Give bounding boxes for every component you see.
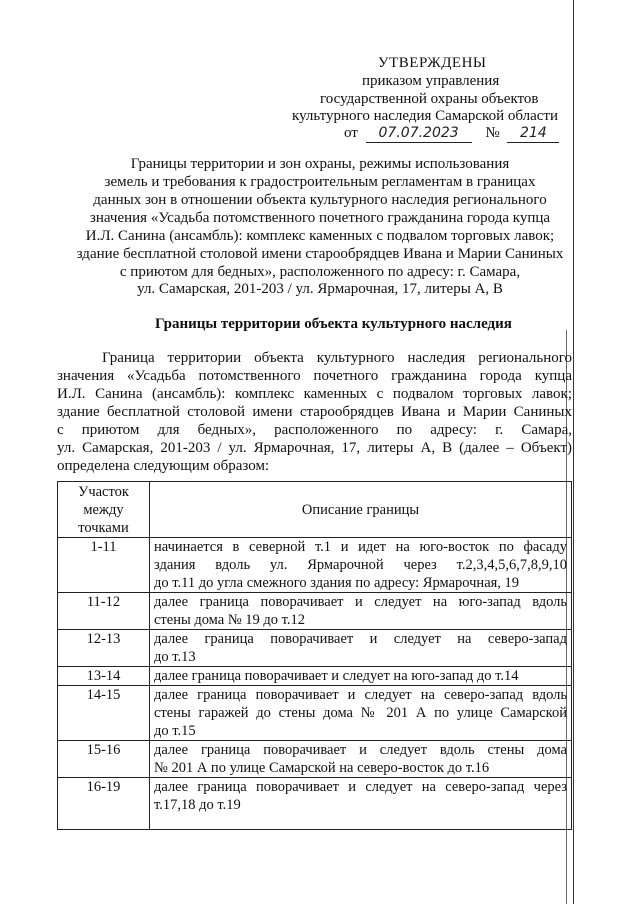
table-row — [58, 778, 572, 830]
section-heading: Границы территории объекта культурного наследия — [155, 316, 512, 332]
description-cell — [150, 778, 572, 830]
table-row — [58, 593, 572, 630]
description-line: далее граница поворачивает и следует вдоль стены дома — [154, 742, 567, 758]
title-line: ул. Самарская, 201-203 / ул. Ярмарочная, 17, литеры А, В — [137, 281, 503, 297]
approval-heading: УТВЕРЖДЕНЫ — [378, 55, 487, 71]
table-row — [58, 667, 572, 686]
header-points-cell — [58, 482, 150, 538]
scan-edge-line — [573, 0, 574, 904]
description-line: далее граница поворачивает и следует на юго-запад вдоль — [154, 594, 567, 610]
approval-line: государственной охраны объектов — [320, 91, 539, 107]
table-row — [58, 741, 572, 778]
description-line: стены дома № 19 до т.12 — [154, 612, 306, 628]
paragraph-line: Граница территории объекта культурного наследия регионального — [102, 350, 572, 366]
header-description-cell: Описание границы — [150, 482, 572, 538]
date-prefix: от — [344, 125, 358, 141]
description-cell — [150, 741, 572, 778]
description-line: здания вдоль ул. Ярмарочной через т.2,3,4,5,6,7,8,9,10 — [154, 557, 567, 573]
points-cell: 13-14 — [58, 667, 150, 686]
points-cell: 15-16 — [58, 741, 150, 778]
title-line: с приютом для бедных», расположенного по адресу: г. Самара, — [119, 264, 521, 280]
points-cell: 14-15 — [58, 686, 150, 741]
number-prefix: № — [485, 125, 500, 141]
points-cell: 1-11 — [58, 538, 150, 593]
description-line: до т.15 — [154, 723, 196, 739]
points-cell: 11-12 — [58, 593, 150, 630]
title-line: данных зон в отношении объекта культурного наследия регионального — [93, 192, 547, 208]
paragraph-line: И.Л. Санина (ансамбль): комплекс каменных с подвалом торговых лавок; — [57, 386, 572, 402]
description-cell — [150, 686, 572, 741]
table-row — [58, 538, 572, 593]
points-cell: 16-19 — [58, 778, 150, 830]
description-line: до т.13 — [154, 649, 196, 665]
description-line: № 201 А по улице Самарской на северо-восток до т.16 — [154, 760, 490, 776]
title-line: здание бесплатной столовой имени старообрядцев Ивана и Марии Саниных — [76, 246, 564, 262]
description-cell — [150, 593, 572, 630]
approval-line: культурного наследия Самарской области — [292, 108, 558, 124]
description-line: до т.11 до угла смежного здания по адресу: Ярмарочная, 19 — [154, 575, 520, 591]
paragraph-line: здание бесплатной столовой имени старообрядцев Ивана и Марии Саниных — [57, 404, 572, 420]
description-line: далее граница поворачивает и следует на северо-запад вдоль — [154, 687, 567, 703]
handwritten-number: 214 — [507, 124, 559, 143]
description-line: стены гаражей до стены дома № 201 А по улице Самарской — [154, 705, 567, 721]
title-line: Границы территории и зон охраны, режимы использования — [130, 156, 510, 172]
points-cell: 12-13 — [58, 630, 150, 667]
table-row — [58, 686, 572, 741]
handwritten-date: 07.07.2023 — [366, 124, 472, 143]
description-cell — [150, 667, 572, 686]
boundary-table — [57, 481, 572, 830]
description-line: далее граница поворачивает и следует на северо-запад через — [154, 779, 567, 795]
paragraph-line: определена следующим образом: — [57, 458, 270, 474]
header-points-line: между — [83, 501, 124, 518]
table-row — [58, 630, 572, 667]
description-line: т.17,18 до т.19 — [154, 797, 241, 813]
header-points-line: Участок — [78, 483, 129, 500]
approval-line: приказом управления — [362, 73, 500, 89]
description-line: далее граница поворачивает и следует на северо-запад — [154, 631, 567, 647]
table-header-row — [58, 482, 572, 538]
description-cell — [150, 538, 572, 593]
description-line: начинается в северной т.1 и идет на юго-восток по фасаду — [154, 539, 567, 555]
title-line: значения «Усадьба потомственного почетного гражданина города купца — [89, 210, 551, 226]
approval-date-row — [344, 124, 559, 143]
description-cell — [150, 630, 572, 667]
paragraph-line: значения «Усадьба потомственного почетного гражданина города купца — [57, 368, 572, 384]
paragraph-line: ул. Самарская, 201-203 / ул. Ярмарочная, 17, литеры А, В (далее – Объект) — [57, 440, 572, 456]
title-line: земель и требования к градостроительным регламентам в границах — [104, 174, 536, 190]
paragraph-line: с приютом для бедных», расположенного по адресу: г. Самара, — [57, 422, 572, 438]
description-line: далее граница поворачивает и следует на юго-запад до т.14 — [154, 668, 519, 684]
header-points-line: точками — [78, 519, 129, 536]
title-line: И.Л. Санина (ансамбль): комплекс каменных с подвалом торговых лавок; — [85, 228, 555, 244]
